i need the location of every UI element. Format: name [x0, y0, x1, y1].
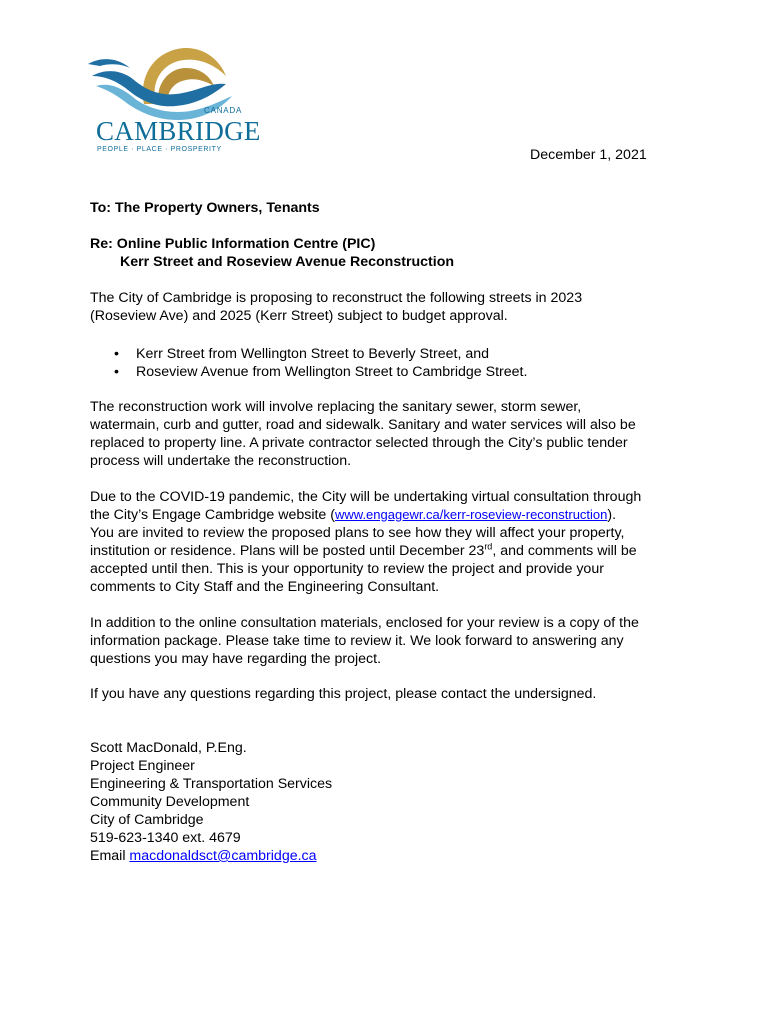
work-line: replaced to property line. A private contractor selected through the City’s public tender — [90, 435, 628, 451]
list-item-text: Kerr Street from Wellington Street to Beverly Street, and — [136, 346, 490, 362]
list-item-text: Roseview Avenue from Wellington Street to Cambridge Street. — [136, 364, 528, 380]
questions-line: If you have any questions regarding this project, please contact the undersigned. — [90, 686, 597, 702]
signature-name: Scott MacDonald, P.Eng. — [90, 740, 247, 756]
letter-date: December 1, 2021 — [530, 147, 647, 163]
addition-paragraph — [90, 614, 690, 668]
signature-email-line — [90, 847, 690, 865]
intro-line-2: (Roseview Ave) and 2025 (Kerr Street) subject to budget approval. — [90, 308, 508, 324]
covid-line-3: You are invited to review the proposed plans to see how they will affect your property, — [90, 525, 625, 541]
to-line: To: The Property Owners, Tenants — [90, 200, 320, 216]
signature-phone: 519-623-1340 ext. 4679 — [90, 830, 241, 846]
logo-country-text: CANADA — [204, 106, 243, 115]
list-item — [90, 363, 690, 381]
signature-title: Project Engineer — [90, 758, 195, 774]
intro-paragraph — [90, 289, 690, 325]
logo-tagline-text: PEOPLE · PLACE · PROSPERITY — [97, 146, 222, 153]
bullet-icon: • — [114, 364, 119, 380]
re-block — [90, 235, 690, 271]
covid-line-6: comments to City Staff and the Engineering Consultant. — [90, 579, 440, 595]
covid-line-2 — [90, 506, 690, 524]
signature-city: City of Cambridge — [90, 812, 204, 828]
covid-line-5: accepted until then. This is your opportunity to review the project and provide your — [90, 561, 604, 577]
covid-line-2-post: ). — [607, 507, 617, 523]
work-line: process will undertake the reconstruction. — [90, 453, 352, 469]
re-line-2: Kerr Street and Roseview Avenue Reconstruction — [120, 254, 455, 270]
covid-line-1: Due to the COVID-19 pandemic, the City will be undertaking virtual consultation through — [90, 489, 642, 505]
covid-line-4-sup: rd — [484, 541, 493, 552]
covid-paragraph — [90, 488, 690, 596]
covid-line-4 — [90, 542, 690, 560]
covid-line-4-pre: institution or residence. Plans will be posted until December 23 — [90, 543, 485, 559]
signature-division: Community Development — [90, 794, 250, 810]
work-paragraph — [90, 398, 690, 470]
signature-email-link[interactable]: macdonaldsct@cambridge.ca — [129, 848, 317, 864]
re-line-1: Re: Online Public Information Centre (PIC) — [90, 236, 376, 252]
logo-city-text: CAMBRIDGE — [96, 116, 261, 146]
covid-line-4-post: , and comments will be — [492, 543, 637, 559]
signature-block — [90, 739, 690, 865]
street-list — [90, 345, 690, 381]
cambridge-logo — [86, 42, 261, 160]
addition-line: information package. Please take time to review it. We look forward to answering any — [90, 633, 624, 649]
signature-email-label: Email — [90, 848, 130, 864]
addition-line: questions you may have regarding the project. — [90, 651, 382, 667]
engage-website-link[interactable]: www.engagewr.ca/kerr-roseview-reconstruction — [335, 507, 608, 522]
bullet-icon: • — [114, 346, 119, 362]
work-line: watermain, curb and gutter, road and sidewalk. Sanitary and water services will also be — [90, 417, 636, 433]
intro-line-1: The City of Cambridge is proposing to reconstruct the following streets in 2023 — [90, 290, 583, 306]
work-line: The reconstruction work will involve replacing the sanitary sewer, storm sewer, — [90, 399, 582, 415]
signature-department: Engineering & Transportation Services — [90, 776, 333, 792]
covid-line-2-pre: the City’s Engage Cambridge website ( — [90, 507, 335, 523]
list-item — [90, 345, 690, 363]
addition-line: In addition to the online consultation materials, enclosed for your review is a copy of the — [90, 615, 639, 631]
